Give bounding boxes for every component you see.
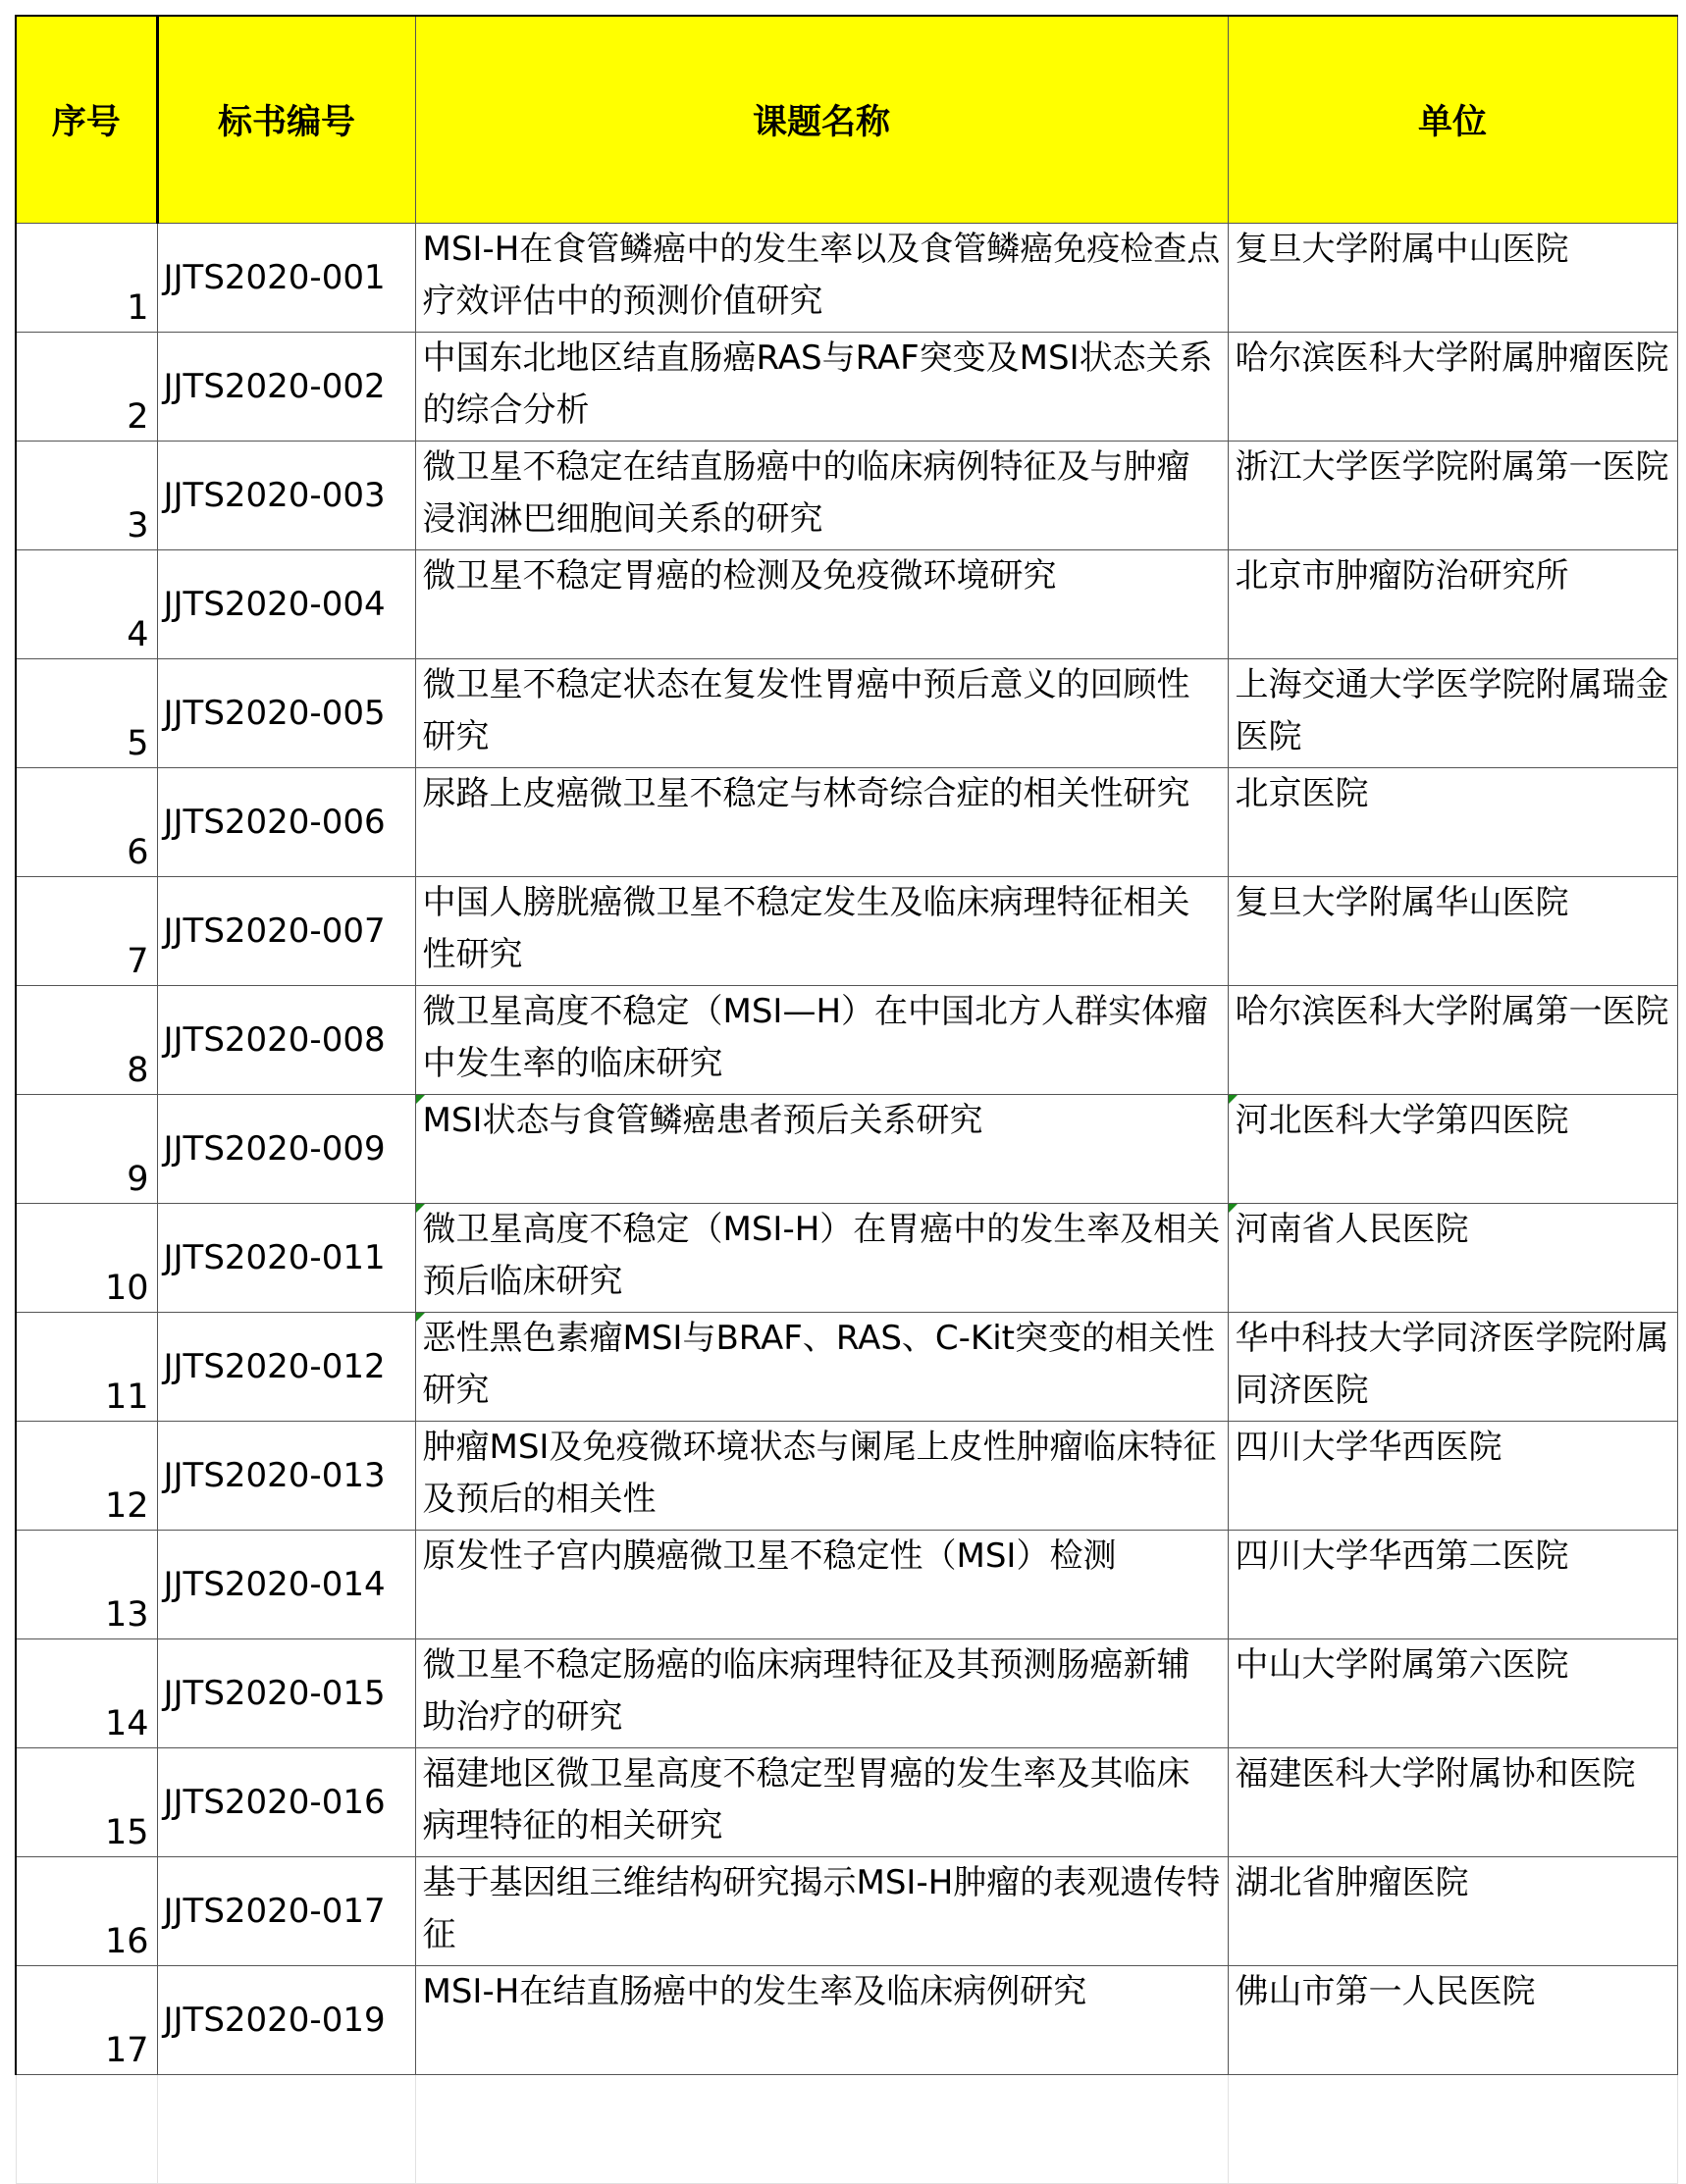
cell-code[interactable]: JJTS2020-004 bbox=[157, 550, 415, 659]
cell-topic[interactable]: 中国人膀胱癌微卫星不稳定发生及临床病理特征相关性研究 bbox=[415, 877, 1228, 986]
cell-index[interactable]: 8 bbox=[16, 986, 157, 1095]
cell-code[interactable]: JJTS2020-017 bbox=[157, 1857, 415, 1966]
cell-topic[interactable] bbox=[415, 1313, 1228, 1422]
table-row bbox=[16, 1204, 1677, 1313]
cell-index[interactable]: 17 bbox=[16, 1966, 157, 2075]
project-table bbox=[15, 15, 1678, 2184]
cell-org[interactable]: 哈尔滨医科大学附属第一医院 bbox=[1228, 986, 1677, 1095]
cell-org[interactable]: 浙江大学医学院附属第一医院 bbox=[1228, 442, 1677, 550]
table-row bbox=[16, 986, 1677, 1095]
table-row bbox=[16, 1422, 1677, 1531]
cell-code[interactable]: JJTS2020-006 bbox=[157, 768, 415, 877]
empty-cell[interactable] bbox=[415, 2075, 1228, 2184]
cell-index[interactable]: 11 bbox=[16, 1313, 157, 1422]
cell-index[interactable]: 5 bbox=[16, 659, 157, 768]
cell-code[interactable]: JJTS2020-005 bbox=[157, 659, 415, 768]
cell-org-text: 河北医科大学第四医院 bbox=[1235, 1101, 1569, 1140]
comment-indicator-icon bbox=[416, 1095, 425, 1104]
cell-topic[interactable]: 基于基因组三维结构研究揭示MSI-H肿瘤的表观遗传特征 bbox=[415, 1857, 1228, 1966]
cell-index[interactable]: 3 bbox=[16, 442, 157, 550]
header-index[interactable]: 序号 bbox=[16, 16, 157, 224]
empty-cell[interactable] bbox=[1228, 2075, 1677, 2184]
cell-index[interactable]: 2 bbox=[16, 333, 157, 442]
cell-topic[interactable]: 福建地区微卫星高度不稳定型胃癌的发生率及其临床病理特征的相关研究 bbox=[415, 1748, 1228, 1857]
table-row bbox=[16, 550, 1677, 659]
cell-code[interactable]: JJTS2020-012 bbox=[157, 1313, 415, 1422]
cell-org[interactable]: 北京医院 bbox=[1228, 768, 1677, 877]
cell-index[interactable]: 6 bbox=[16, 768, 157, 877]
cell-topic[interactable]: 中国东北地区结直肠癌RAS与RAF突变及MSI状态关系的综合分析 bbox=[415, 333, 1228, 442]
cell-index[interactable]: 7 bbox=[16, 877, 157, 986]
cell-topic-text: MSI状态与食管鳞癌患者预后关系研究 bbox=[422, 1101, 983, 1140]
cell-index[interactable]: 13 bbox=[16, 1531, 157, 1639]
cell-org[interactable]: 中山大学附属第六医院 bbox=[1228, 1639, 1677, 1748]
cell-topic[interactable] bbox=[415, 1204, 1228, 1313]
table-row bbox=[16, 1748, 1677, 1857]
cell-code[interactable]: JJTS2020-009 bbox=[157, 1095, 415, 1204]
table-row bbox=[16, 442, 1677, 550]
cell-topic[interactable]: MSI-H在结直肠癌中的发生率及临床病例研究 bbox=[415, 1966, 1228, 2075]
cell-code[interactable]: JJTS2020-011 bbox=[157, 1204, 415, 1313]
empty-cell[interactable] bbox=[16, 2075, 157, 2184]
cell-org[interactable]: 湖北省肿瘤医院 bbox=[1228, 1857, 1677, 1966]
empty-cell[interactable] bbox=[157, 2075, 415, 2184]
cell-topic[interactable] bbox=[415, 1095, 1228, 1204]
cell-topic[interactable]: 微卫星高度不稳定（MSI—H）在中国北方人群实体瘤中发生率的临床研究 bbox=[415, 986, 1228, 1095]
cell-topic[interactable]: 尿路上皮癌微卫星不稳定与林奇综合症的相关性研究 bbox=[415, 768, 1228, 877]
cell-org[interactable]: 复旦大学附属华山医院 bbox=[1228, 877, 1677, 986]
cell-code[interactable]: JJTS2020-007 bbox=[157, 877, 415, 986]
table-row bbox=[16, 333, 1677, 442]
cell-code[interactable]: JJTS2020-019 bbox=[157, 1966, 415, 2075]
cell-code[interactable]: JJTS2020-003 bbox=[157, 442, 415, 550]
cell-topic[interactable]: 微卫星不稳定肠癌的临床病理特征及其预测肠癌新辅助治疗的研究 bbox=[415, 1639, 1228, 1748]
cell-topic[interactable]: 微卫星不稳定胃癌的检测及免疫微环境研究 bbox=[415, 550, 1228, 659]
cell-topic-text: 微卫星高度不稳定（MSI-H）在胃癌中的发生率及相关预后临床研究 bbox=[422, 1210, 1221, 1301]
comment-indicator-icon bbox=[416, 1204, 425, 1213]
cell-org[interactable] bbox=[1228, 1204, 1677, 1313]
table-row bbox=[16, 1095, 1677, 1204]
cell-org[interactable]: 四川大学华西医院 bbox=[1228, 1422, 1677, 1531]
comment-indicator-icon bbox=[416, 1313, 425, 1322]
cell-org[interactable]: 四川大学华西第二医院 bbox=[1228, 1531, 1677, 1639]
cell-index[interactable]: 12 bbox=[16, 1422, 157, 1531]
cell-code[interactable]: JJTS2020-015 bbox=[157, 1639, 415, 1748]
table-row bbox=[16, 224, 1677, 333]
table-row bbox=[16, 1639, 1677, 1748]
header-topic[interactable]: 课题名称 bbox=[415, 16, 1228, 224]
cell-org[interactable]: 佛山市第一人民医院 bbox=[1228, 1966, 1677, 2075]
table-row bbox=[16, 1531, 1677, 1639]
cell-code[interactable]: JJTS2020-016 bbox=[157, 1748, 415, 1857]
cell-index[interactable]: 16 bbox=[16, 1857, 157, 1966]
cell-org[interactable]: 复旦大学附属中山医院 bbox=[1228, 224, 1677, 333]
cell-topic[interactable]: 微卫星不稳定状态在复发性胃癌中预后意义的回顾性研究 bbox=[415, 659, 1228, 768]
comment-indicator-icon bbox=[1229, 1095, 1238, 1104]
cell-code[interactable]: JJTS2020-001 bbox=[157, 224, 415, 333]
cell-index[interactable]: 9 bbox=[16, 1095, 157, 1204]
cell-org[interactable]: 福建医科大学附属协和医院 bbox=[1228, 1748, 1677, 1857]
comment-indicator-icon bbox=[1229, 1204, 1238, 1213]
table-row bbox=[16, 1966, 1677, 2075]
cell-topic[interactable]: MSI-H在食管鳞癌中的发生率以及食管鳞癌免疫检查点疗效评估中的预测价值研究 bbox=[415, 224, 1228, 333]
cell-topic-text: 恶性黑色素瘤MSI与BRAF、RAS、C-Kit突变的相关性研究 bbox=[422, 1319, 1215, 1410]
cell-code[interactable]: JJTS2020-002 bbox=[157, 333, 415, 442]
cell-index[interactable]: 4 bbox=[16, 550, 157, 659]
cell-code[interactable]: JJTS2020-014 bbox=[157, 1531, 415, 1639]
cell-org[interactable]: 哈尔滨医科大学附属肿瘤医院 bbox=[1228, 333, 1677, 442]
cell-index[interactable]: 1 bbox=[16, 224, 157, 333]
cell-code[interactable]: JJTS2020-008 bbox=[157, 986, 415, 1095]
table-row bbox=[16, 659, 1677, 768]
cell-index[interactable]: 15 bbox=[16, 1748, 157, 1857]
cell-org[interactable]: 北京市肿瘤防治研究所 bbox=[1228, 550, 1677, 659]
cell-org[interactable]: 上海交通大学医学院附属瑞金医院 bbox=[1228, 659, 1677, 768]
table-row bbox=[16, 768, 1677, 877]
cell-org[interactable] bbox=[1228, 1095, 1677, 1204]
table-row bbox=[16, 877, 1677, 986]
table-row bbox=[16, 1313, 1677, 1422]
table-body bbox=[16, 224, 1677, 2184]
cell-org[interactable]: 华中科技大学同济医学院附属同济医院 bbox=[1228, 1313, 1677, 1422]
cell-org-text: 河南省人民医院 bbox=[1235, 1210, 1469, 1249]
table-row bbox=[16, 1857, 1677, 1966]
cell-topic[interactable]: 原发性子宫内膜癌微卫星不稳定性（MSI）检测 bbox=[415, 1531, 1228, 1639]
cell-topic[interactable]: 微卫星不稳定在结直肠癌中的临床病例特征及与肿瘤浸润淋巴细胞间关系的研究 bbox=[415, 442, 1228, 550]
header-code[interactable]: 标书编号 bbox=[157, 16, 415, 224]
header-row bbox=[16, 16, 1677, 224]
empty-row bbox=[16, 2075, 1677, 2184]
cell-index[interactable]: 14 bbox=[16, 1639, 157, 1748]
header-org[interactable]: 单位 bbox=[1228, 16, 1677, 224]
cell-code[interactable]: JJTS2020-013 bbox=[157, 1422, 415, 1531]
cell-topic[interactable]: 肿瘤MSI及免疫微环境状态与阑尾上皮性肿瘤临床特征及预后的相关性 bbox=[415, 1422, 1228, 1531]
cell-index[interactable]: 10 bbox=[16, 1204, 157, 1313]
